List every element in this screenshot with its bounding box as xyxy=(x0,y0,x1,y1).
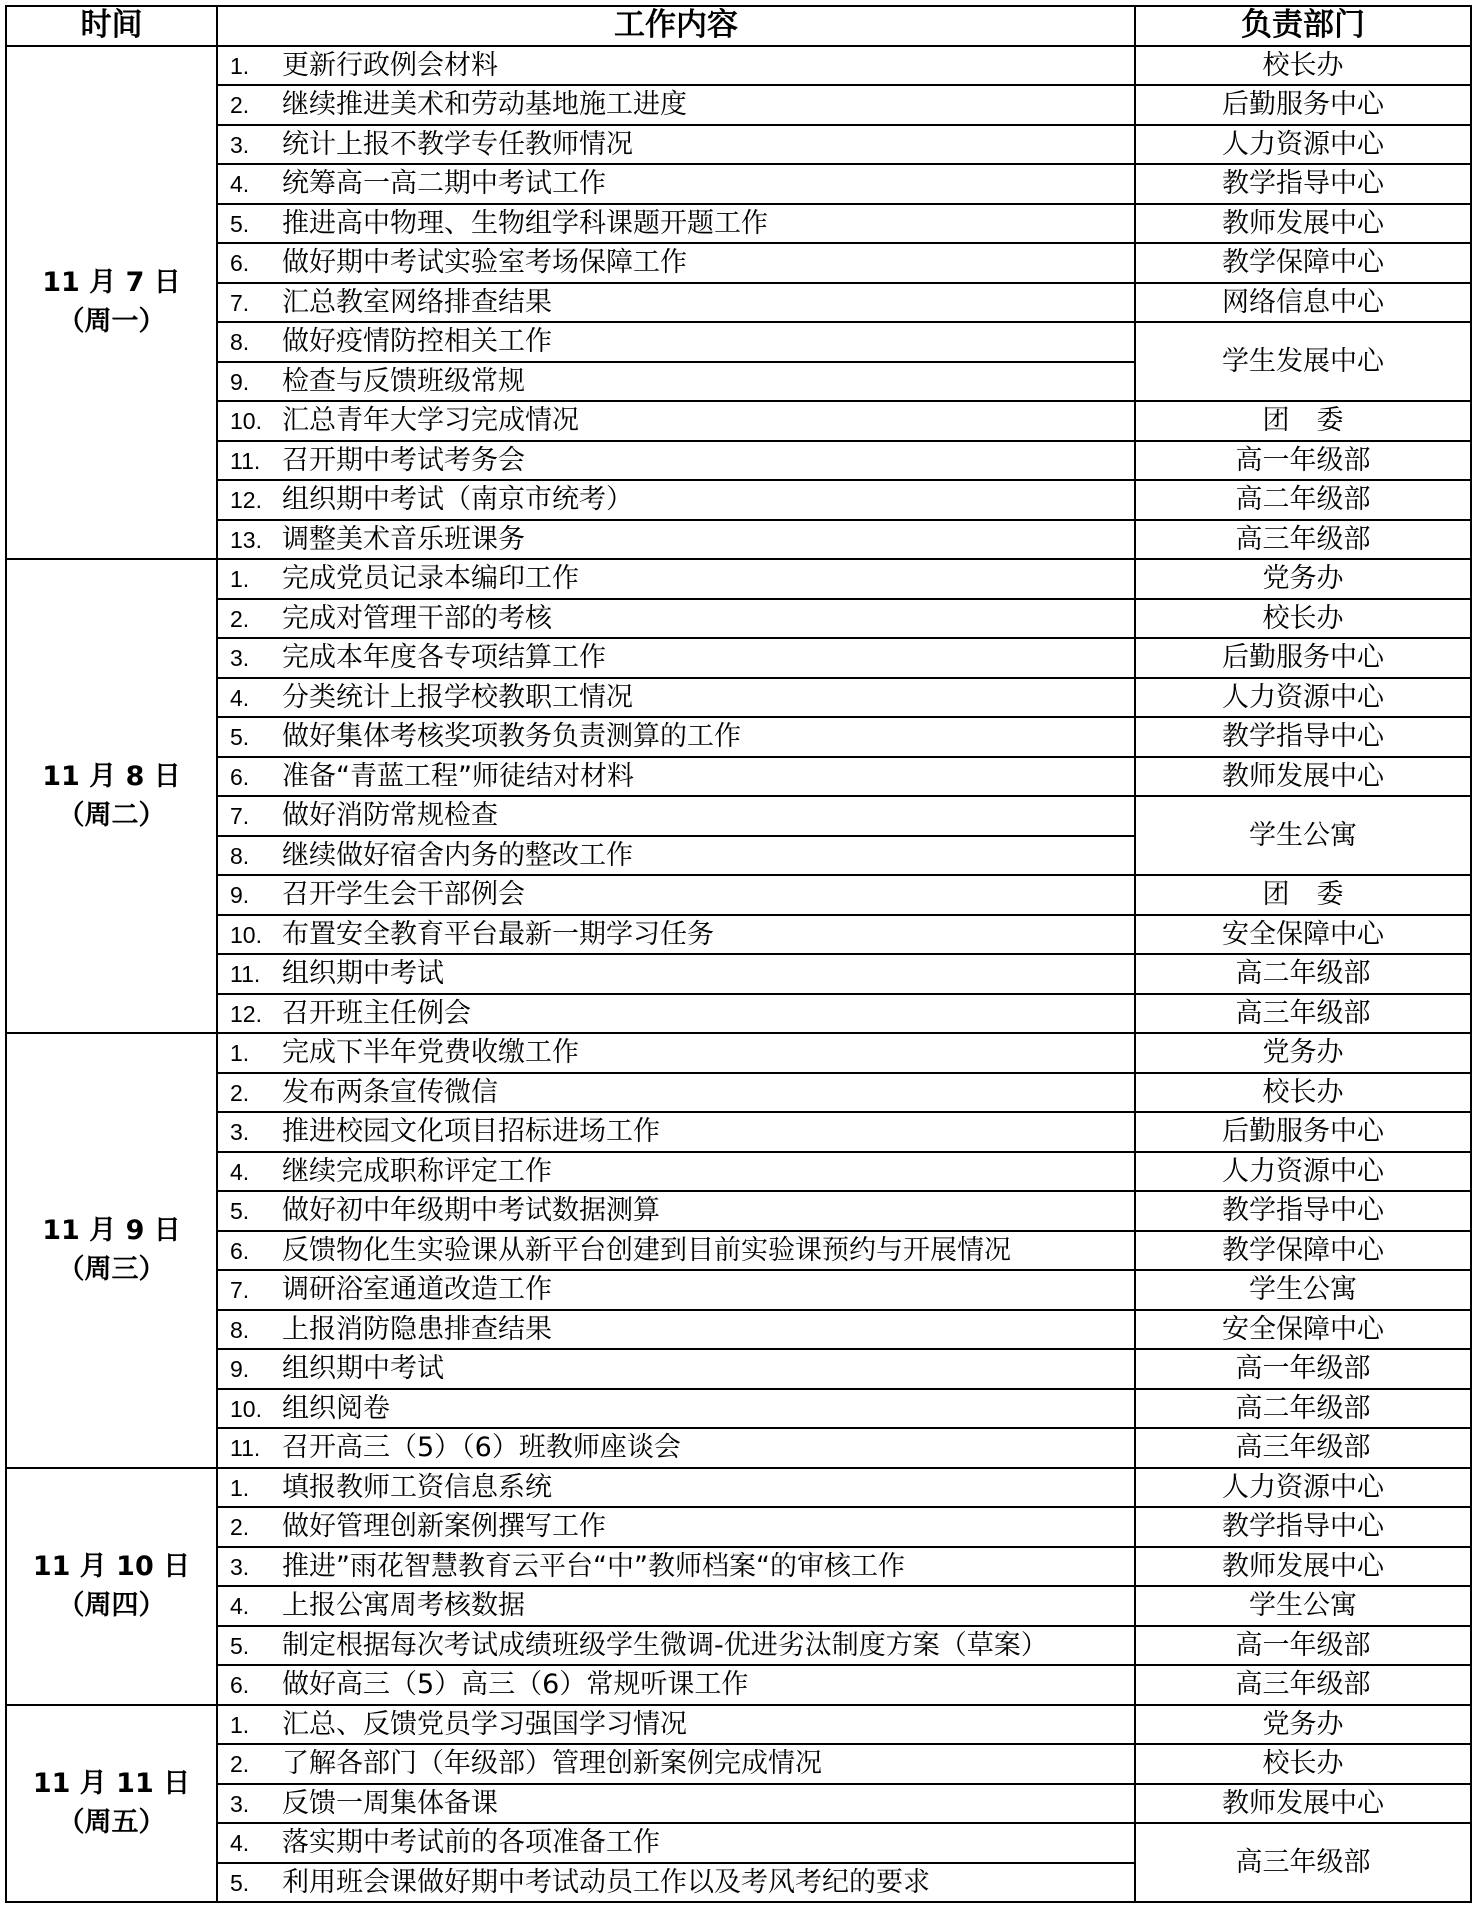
task-number: 11. xyxy=(230,447,261,474)
task-number: 4. xyxy=(230,1830,250,1857)
task-cell xyxy=(217,46,1135,86)
task-number: 5. xyxy=(230,1869,250,1896)
task-cell xyxy=(217,1428,1135,1468)
dept-cell: 教学保障中心 xyxy=(1135,1231,1471,1271)
weekday-label: （周二） xyxy=(57,800,166,831)
dept-cell: 后勤服务中心 xyxy=(1135,1112,1471,1152)
task-text: 做好疫情防控相关工作 xyxy=(282,326,552,358)
dept-cell: 学生公寓 xyxy=(1135,796,1471,875)
task-text: 组织期中考试 xyxy=(282,958,444,990)
task-number: 2. xyxy=(230,92,250,119)
header-dept: 负责部门 xyxy=(1135,6,1471,46)
task-cell xyxy=(217,1310,1135,1350)
date-cell xyxy=(6,46,217,560)
weekday-label: （周三） xyxy=(57,1254,166,1286)
table-row xyxy=(6,1112,1471,1152)
table-row xyxy=(6,1152,1471,1192)
table-row xyxy=(6,638,1471,678)
dept-cell: 团 委 xyxy=(1135,401,1471,441)
table-row xyxy=(6,757,1471,797)
table-row xyxy=(6,164,1471,204)
task-number: 10. xyxy=(230,1395,262,1422)
task-cell xyxy=(217,836,1135,876)
schedule-body xyxy=(6,46,1471,1903)
table-row xyxy=(6,1626,1471,1666)
task-cell xyxy=(217,243,1135,283)
task-cell xyxy=(217,1784,1135,1824)
dept-cell: 校长办 xyxy=(1135,46,1471,86)
dept-cell: 学生公寓 xyxy=(1135,1586,1471,1626)
date-label: 11 月 10 日 xyxy=(32,1550,191,1582)
task-text: 做好初中年级期中考试数据测算 xyxy=(282,1195,660,1227)
task-text: 了解各部门（年级部）管理创新案例完成情况 xyxy=(282,1748,822,1780)
task-text: 更新行政例会材料 xyxy=(282,49,498,81)
dept-cell: 党务办 xyxy=(1135,1705,1471,1745)
table-row xyxy=(6,1547,1471,1587)
task-text: 召开学生会干部例会 xyxy=(282,879,525,911)
dept-cell: 安全保障中心 xyxy=(1135,1310,1471,1350)
task-cell xyxy=(217,283,1135,323)
table-row xyxy=(6,401,1471,441)
task-number: 4. xyxy=(230,171,250,198)
table-row xyxy=(6,1468,1471,1508)
table-row xyxy=(6,717,1471,757)
table-row xyxy=(6,875,1471,915)
task-cell xyxy=(217,1863,1135,1903)
table-row xyxy=(6,480,1471,520)
task-text: 召开班主任例会 xyxy=(282,997,471,1029)
task-cell xyxy=(217,1586,1135,1626)
dept-cell: 高二年级部 xyxy=(1135,954,1471,994)
task-text: 做好集体考核奖项教务负责测算的工作 xyxy=(282,721,741,753)
dept-cell: 校长办 xyxy=(1135,1744,1471,1784)
header-row xyxy=(6,6,1471,46)
task-cell xyxy=(217,994,1135,1034)
table-row xyxy=(6,1389,1471,1429)
task-number: 1. xyxy=(230,1040,250,1067)
dept-cell: 高二年级部 xyxy=(1135,1389,1471,1429)
task-cell xyxy=(217,1270,1135,1310)
dept-cell: 教师发展中心 xyxy=(1135,204,1471,244)
task-number: 1. xyxy=(230,52,250,79)
dept-cell: 教学指导中心 xyxy=(1135,164,1471,204)
header-time: 时间 xyxy=(6,6,217,46)
schedule-table xyxy=(5,5,1472,1903)
task-text: 继续做好宿舍内务的整改工作 xyxy=(282,839,633,871)
task-cell xyxy=(217,480,1135,520)
task-number: 10. xyxy=(230,921,262,948)
table-row xyxy=(6,1784,1471,1824)
task-number: 8. xyxy=(230,1316,250,1343)
table-row xyxy=(6,678,1471,718)
task-text: 组织期中考试 xyxy=(282,1353,444,1385)
dept-cell: 人力资源中心 xyxy=(1135,1152,1471,1192)
dept-cell: 党务办 xyxy=(1135,559,1471,599)
table-row xyxy=(6,125,1471,165)
task-number: 10. xyxy=(230,408,262,435)
task-text: 继续推进美术和劳动基地施工进度 xyxy=(282,89,687,121)
task-text: 召开期中考试考务会 xyxy=(282,444,525,476)
table-row xyxy=(6,994,1471,1034)
table-row xyxy=(6,441,1471,481)
task-cell xyxy=(217,85,1135,125)
table-row xyxy=(6,954,1471,994)
dept-cell: 教学保障中心 xyxy=(1135,243,1471,283)
dept-cell: 高三年级部 xyxy=(1135,520,1471,560)
task-text: 完成下半年党费收缴工作 xyxy=(282,1037,579,1069)
date-cell xyxy=(6,1033,217,1468)
task-cell xyxy=(217,1665,1135,1705)
dept-cell: 校长办 xyxy=(1135,1073,1471,1113)
table-row xyxy=(6,1507,1471,1547)
task-text: 做好消防常规检查 xyxy=(282,800,498,832)
task-cell xyxy=(217,1073,1135,1113)
task-cell xyxy=(217,1468,1135,1508)
weekday-label: （周一） xyxy=(57,306,166,338)
dept-cell: 后勤服务中心 xyxy=(1135,85,1471,125)
task-cell xyxy=(217,796,1135,836)
task-number: 11. xyxy=(230,1435,261,1462)
table-row xyxy=(6,46,1471,86)
task-cell xyxy=(217,1744,1135,1784)
task-number: 5. xyxy=(230,1632,250,1659)
task-number: 2. xyxy=(230,1079,250,1106)
task-number: 3. xyxy=(230,645,250,672)
task-number: 7. xyxy=(230,289,250,316)
task-text: 准备“青蓝工程”师徒结对材料 xyxy=(282,760,634,792)
dept-cell: 团 委 xyxy=(1135,875,1471,915)
task-number: 4. xyxy=(230,684,250,711)
table-row xyxy=(6,283,1471,323)
task-number: 11. xyxy=(230,961,261,988)
table-row xyxy=(6,1349,1471,1389)
table-row xyxy=(6,1310,1471,1350)
dept-cell: 高三年级部 xyxy=(1135,1665,1471,1705)
task-cell xyxy=(217,1112,1135,1152)
table-row xyxy=(6,1744,1471,1784)
table-row xyxy=(6,1033,1471,1073)
task-text: 填报教师工资信息系统 xyxy=(282,1471,552,1503)
dept-cell: 安全保障中心 xyxy=(1135,915,1471,955)
task-number: 7. xyxy=(230,803,250,830)
task-cell xyxy=(217,204,1135,244)
date-cell xyxy=(6,1705,217,1903)
task-text: 统计上报不教学专任教师情况 xyxy=(282,128,633,160)
task-text: 汇总教室网络排查结果 xyxy=(282,286,552,318)
task-cell xyxy=(217,875,1135,915)
task-number: 6. xyxy=(230,1237,250,1264)
task-text: 上报公寓周考核数据 xyxy=(282,1590,525,1622)
date-label: 11 月 7 日 xyxy=(42,267,181,299)
task-number: 5. xyxy=(230,724,250,751)
dept-cell: 高一年级部 xyxy=(1135,1626,1471,1666)
table-row xyxy=(6,796,1471,836)
task-text: 布置安全教育平台最新一期学习任务 xyxy=(282,918,714,950)
table-row xyxy=(6,1231,1471,1271)
task-text: 完成对管理干部的考核 xyxy=(282,602,552,634)
task-text: 反馈物化生实验课从新平台创建到目前实验课预约与开展情况 xyxy=(282,1234,1011,1266)
task-text: 推进高中物理、生物组学科课题开题工作 xyxy=(282,207,768,239)
task-number: 3. xyxy=(230,131,250,158)
task-text: 完成本年度各专项结算工作 xyxy=(282,642,606,674)
date-label: 11 月 8 日 xyxy=(42,760,181,792)
table-row xyxy=(6,1586,1471,1626)
task-cell xyxy=(217,1626,1135,1666)
task-cell xyxy=(217,915,1135,955)
dept-cell: 教师发展中心 xyxy=(1135,757,1471,797)
task-cell xyxy=(217,1191,1135,1231)
task-number: 2. xyxy=(230,1751,250,1778)
task-number: 9. xyxy=(230,368,250,395)
dept-cell: 高三年级部 xyxy=(1135,994,1471,1034)
task-number: 5. xyxy=(230,210,250,237)
table-row xyxy=(6,1428,1471,1468)
task-cell xyxy=(217,1349,1135,1389)
task-number: 12. xyxy=(230,487,262,514)
task-cell xyxy=(217,441,1135,481)
table-row xyxy=(6,1073,1471,1113)
task-text: 做好高三（5）高三（6）常规听课工作 xyxy=(282,1669,749,1701)
date-label: 11 月 9 日 xyxy=(42,1215,181,1247)
task-text: 检查与反馈班级常规 xyxy=(282,365,525,397)
date-cell xyxy=(6,559,217,1033)
task-cell xyxy=(217,322,1135,362)
table-row xyxy=(6,1823,1471,1863)
task-text: 做好管理创新案例撰写工作 xyxy=(282,1511,606,1543)
task-text: 组织期中考试（南京市统考） xyxy=(282,484,633,516)
dept-cell: 高一年级部 xyxy=(1135,441,1471,481)
dept-cell: 高一年级部 xyxy=(1135,1349,1471,1389)
dept-cell: 高三年级部 xyxy=(1135,1428,1471,1468)
task-text: 汇总青年大学习完成情况 xyxy=(282,405,579,437)
table-row xyxy=(6,520,1471,560)
task-text: 做好期中考试实验室考场保障工作 xyxy=(282,247,687,279)
task-number: 5. xyxy=(230,1198,250,1225)
task-cell xyxy=(217,1231,1135,1271)
task-text: 调整美术音乐班课务 xyxy=(282,523,525,555)
task-number: 3. xyxy=(230,1790,250,1817)
dept-cell: 网络信息中心 xyxy=(1135,283,1471,323)
task-number: 3. xyxy=(230,1553,250,1580)
task-number: 13. xyxy=(230,526,262,553)
table-row xyxy=(6,599,1471,639)
task-cell xyxy=(217,599,1135,639)
dept-cell: 学生发展中心 xyxy=(1135,322,1471,401)
table-row xyxy=(6,85,1471,125)
task-number: 2. xyxy=(230,605,250,632)
task-number: 7. xyxy=(230,1277,250,1304)
task-cell xyxy=(217,1033,1135,1073)
task-cell xyxy=(217,757,1135,797)
task-text: 推进”雨花智慧教育云平台“中”教师档案“的审核工作 xyxy=(282,1550,905,1582)
task-number: 6. xyxy=(230,1672,250,1699)
task-number: 4. xyxy=(230,1593,250,1620)
task-number: 12. xyxy=(230,1000,262,1027)
task-number: 9. xyxy=(230,882,250,909)
task-text: 利用班会课做好期中考试动员工作以及考风考纪的要求 xyxy=(282,1866,930,1898)
table-row xyxy=(6,559,1471,599)
table-row xyxy=(6,1270,1471,1310)
dept-cell: 人力资源中心 xyxy=(1135,125,1471,165)
dept-cell: 党务办 xyxy=(1135,1033,1471,1073)
task-cell xyxy=(217,520,1135,560)
table-row xyxy=(6,1705,1471,1745)
task-cell xyxy=(217,164,1135,204)
task-cell xyxy=(217,954,1135,994)
task-cell xyxy=(217,401,1135,441)
task-number: 3. xyxy=(230,1119,250,1146)
header-content: 工作内容 xyxy=(217,6,1135,46)
task-text: 上报消防隐患排查结果 xyxy=(282,1313,552,1345)
task-cell xyxy=(217,717,1135,757)
dept-cell: 教学指导中心 xyxy=(1135,1507,1471,1547)
weekday-label: （周五） xyxy=(57,1807,166,1839)
dept-cell: 校长办 xyxy=(1135,599,1471,639)
task-number: 1. xyxy=(230,1474,250,1501)
task-number: 1. xyxy=(230,1711,250,1738)
table-row xyxy=(6,915,1471,955)
task-cell xyxy=(217,1389,1135,1429)
task-cell xyxy=(217,638,1135,678)
table-row xyxy=(6,243,1471,283)
table-row xyxy=(6,204,1471,244)
task-cell xyxy=(217,559,1135,599)
task-text: 继续完成职称评定工作 xyxy=(282,1155,552,1187)
dept-cell: 教学指导中心 xyxy=(1135,717,1471,757)
date-label: 11 月 11 日 xyxy=(32,1768,191,1800)
task-cell xyxy=(217,1152,1135,1192)
task-number: 4. xyxy=(230,1158,250,1185)
table-row xyxy=(6,1665,1471,1705)
dept-cell: 教师发展中心 xyxy=(1135,1547,1471,1587)
task-text: 制定根据每次考试成绩班级学生微调-优进劣汰制度方案（草案） xyxy=(282,1629,1048,1661)
weekday-label: （周四） xyxy=(57,1590,166,1621)
task-text: 推进校园文化项目招标进场工作 xyxy=(282,1116,660,1148)
task-cell xyxy=(217,362,1135,402)
task-text: 组织阅卷 xyxy=(282,1392,390,1424)
task-text: 落实期中考试前的各项准备工作 xyxy=(282,1827,660,1859)
task-text: 召开高三（5）（6）班教师座谈会 xyxy=(282,1432,681,1464)
task-number: 1. xyxy=(230,566,250,593)
dept-cell: 教师发展中心 xyxy=(1135,1784,1471,1824)
task-number: 2. xyxy=(230,1514,250,1541)
dept-cell: 后勤服务中心 xyxy=(1135,638,1471,678)
task-text: 调研浴室通道改造工作 xyxy=(282,1274,552,1306)
task-cell xyxy=(217,678,1135,718)
dept-cell: 学生公寓 xyxy=(1135,1270,1471,1310)
task-text: 反馈一周集体备课 xyxy=(282,1787,498,1819)
task-text: 发布两条宣传微信 xyxy=(282,1076,498,1108)
task-cell xyxy=(217,1507,1135,1547)
task-text: 完成党员记录本编印工作 xyxy=(282,563,579,595)
dept-cell: 高二年级部 xyxy=(1135,480,1471,520)
task-text: 统筹高一高二期中考试工作 xyxy=(282,168,606,200)
dept-cell: 高三年级部 xyxy=(1135,1823,1471,1902)
date-cell xyxy=(6,1468,217,1705)
task-cell xyxy=(217,1705,1135,1745)
task-number: 8. xyxy=(230,329,250,356)
task-cell xyxy=(217,1823,1135,1863)
dept-cell: 人力资源中心 xyxy=(1135,1468,1471,1508)
task-text: 分类统计上报学校教职工情况 xyxy=(282,681,633,713)
task-cell xyxy=(217,1547,1135,1587)
table-row xyxy=(6,322,1471,362)
dept-cell: 教学指导中心 xyxy=(1135,1191,1471,1231)
dept-cell: 人力资源中心 xyxy=(1135,678,1471,718)
task-number: 6. xyxy=(230,250,250,277)
task-number: 6. xyxy=(230,763,250,790)
task-cell xyxy=(217,125,1135,165)
task-number: 8. xyxy=(230,842,250,869)
task-number: 9. xyxy=(230,1356,250,1383)
table-row xyxy=(6,1191,1471,1231)
task-text: 汇总、反馈党员学习强国学习情况 xyxy=(282,1708,687,1740)
